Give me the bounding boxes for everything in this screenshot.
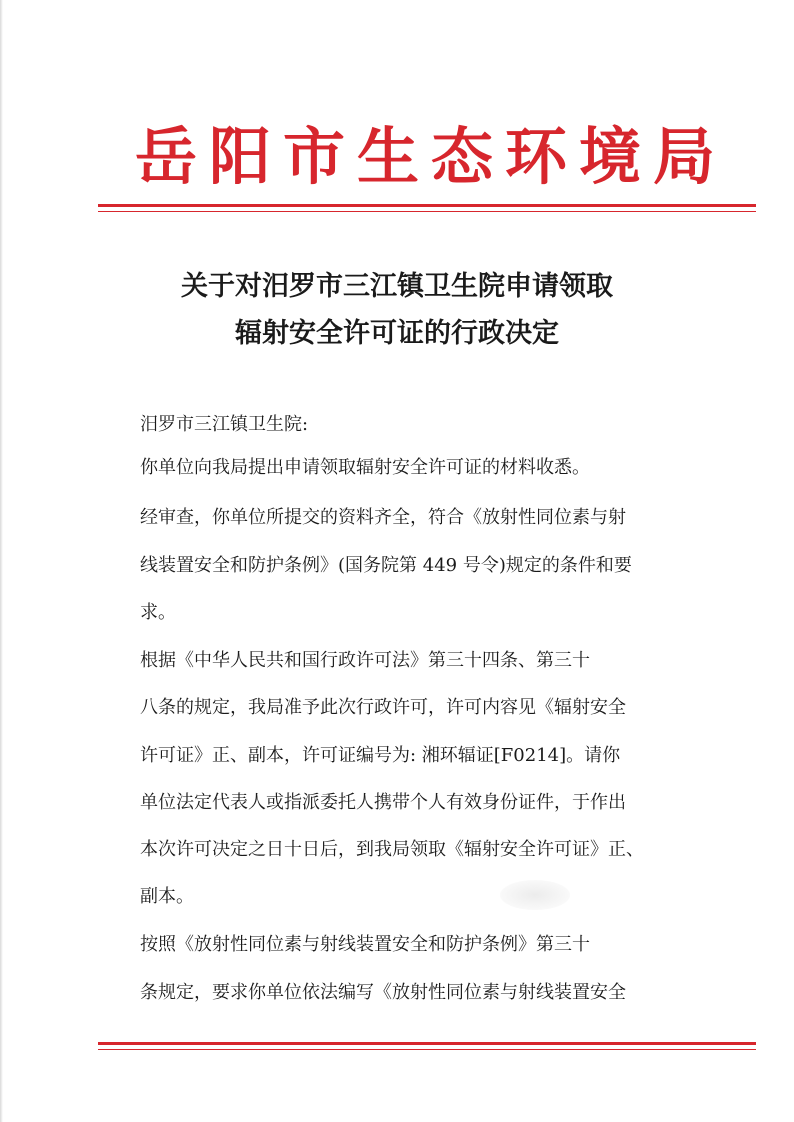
letterhead-rule-thin (98, 211, 756, 212)
body-line: 单位法定代表人或指派委托人携带个人有效身份证件，于作出 (140, 792, 626, 813)
body-line: 本次许可决定之日十日后，到我局领取《辐射安全许可证》正、 (140, 839, 644, 860)
body-line: 八条的规定，我局准予此次行政许可，许可内容见《辐射安全 (140, 697, 626, 718)
footer-rule-thick (98, 1042, 756, 1045)
body-line: 线装置安全和防护条例》(国务院第 449 号令)规定的条件和要 (140, 555, 632, 576)
document-title-line-2: 辐射安全许可证的行政决定 (235, 318, 559, 349)
body-line: 条规定，要求你单位依法编写《放射性同位素与射线装置安全 (140, 982, 626, 1003)
body-line: 经审查，你单位所提交的资料齐全，符合《放射性同位素与射 (140, 507, 626, 528)
body-line: 按照《放射性同位素与射线装置安全和防护条例》第三十 (140, 934, 590, 955)
document-title-line-1: 关于对汨罗市三江镇卫生院申请领取 (181, 271, 613, 302)
body-line: 根据《中华人民共和国行政许可法》第三十四条、第三十 (140, 650, 590, 671)
letterhead-rule-thick (98, 204, 756, 207)
body-line: 你单位向我局提出申请领取辐射安全许可证的材料收悉。 (140, 457, 590, 478)
body-line: 副本。 (140, 886, 194, 907)
salutation: 汨罗市三江镇卫生院: (140, 414, 309, 435)
body-line: 许可证》正、副本，许可证编号为: 湘环辐证[F0214]。请你 (140, 745, 621, 766)
footer-rule-thin (98, 1049, 756, 1050)
page-edge-shadow (0, 0, 3, 1122)
body-line: 求。 (140, 602, 176, 623)
letterhead-org-name: 岳阳市生态环境局 (135, 120, 728, 193)
scan-smudge (500, 880, 570, 910)
